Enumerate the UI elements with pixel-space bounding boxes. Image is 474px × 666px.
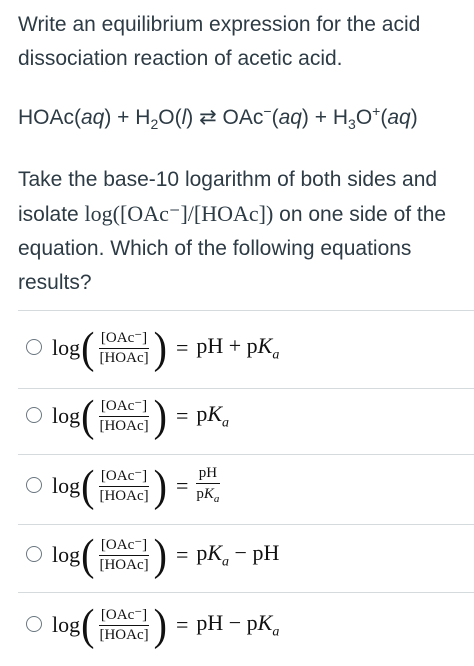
log-label: log	[52, 403, 81, 428]
rhs-text: p	[196, 539, 208, 565]
answer-option-1[interactable]	[18, 317, 458, 389]
paren-left: (	[81, 390, 95, 441]
option-rhs	[196, 540, 279, 570]
denominator: [HOAc]	[99, 556, 149, 573]
equals-sign: =	[175, 542, 189, 567]
phase-label: aq	[81, 106, 105, 129]
reaction-text: )	[410, 106, 418, 129]
rhs-sub: a	[222, 554, 230, 570]
rhs-sub: a	[222, 415, 230, 431]
answer-option-5[interactable]	[18, 594, 458, 666]
subscript: 2	[150, 116, 159, 133]
answer-option-3[interactable]	[18, 455, 458, 527]
radio-button[interactable]	[26, 339, 42, 355]
rhs-text: pH + p	[196, 332, 258, 358]
reaction-text: (	[271, 106, 279, 129]
option-equation	[52, 600, 279, 650]
option-equation	[52, 530, 279, 580]
phase-label: l	[181, 106, 187, 129]
instruction-text: Take the base-10 logarithm of both sides and isolate	[18, 168, 438, 227]
denominator: [HOAc]	[99, 626, 149, 643]
option-equation	[52, 461, 221, 511]
superscript: −	[263, 103, 272, 119]
numerator: [OAc⁻]	[99, 607, 149, 626]
denominator: [HOAc]	[99, 487, 149, 504]
paren-right: )	[153, 322, 167, 373]
phase-label: aq	[278, 106, 302, 129]
rhs-k: K	[257, 332, 273, 358]
divider	[18, 592, 474, 593]
reaction-text: ) + H	[301, 106, 349, 129]
paren-right: )	[153, 460, 167, 511]
rhs-sub: a	[272, 347, 280, 363]
question-instruction	[18, 163, 463, 300]
rhs-text: pH − p	[196, 609, 258, 635]
equals-sign: =	[175, 473, 189, 498]
equals-sign: =	[175, 403, 189, 428]
phase-label: aq	[387, 106, 411, 129]
rhs-k: K	[203, 486, 214, 502]
paren-left: (	[81, 599, 95, 650]
concentration-ratio	[97, 607, 150, 644]
rhs-k: K	[207, 400, 223, 426]
paren-left: (	[81, 529, 95, 580]
numerator: [OAc⁻]	[99, 537, 149, 556]
rhs-k: K	[207, 539, 223, 565]
paren-right: )	[153, 599, 167, 650]
radio-button[interactable]	[26, 477, 42, 493]
concentration-ratio	[97, 330, 150, 367]
rhs-denominator	[194, 484, 221, 508]
log-label: log	[52, 335, 81, 360]
reaction-text: HOAc(	[18, 106, 81, 129]
equilibrium-arrow-icon: ⇄	[199, 106, 217, 129]
numerator: [OAc⁻]	[99, 398, 149, 417]
reaction-text: )	[186, 106, 200, 129]
numerator: [OAc⁻]	[99, 468, 149, 487]
subscript: 3	[348, 116, 356, 133]
option-rhs	[194, 464, 221, 508]
radio-button[interactable]	[26, 546, 42, 562]
paren-left: (	[81, 460, 95, 511]
divider	[18, 310, 474, 311]
denominator: [HOAc]	[99, 417, 149, 434]
numerator: [OAc⁻]	[99, 330, 149, 349]
paren-left: (	[81, 322, 95, 373]
log-label: log	[52, 542, 81, 567]
rhs-text: − pH	[229, 539, 280, 565]
equals-sign: =	[175, 335, 189, 360]
log-label: log	[52, 612, 81, 637]
paren-right: )	[153, 529, 167, 580]
question-intro: Write an equilibrium expression for the acid dissociation reaction of acetic acid.	[18, 13, 421, 70]
rhs-text: p	[196, 400, 208, 426]
option-rhs	[196, 333, 279, 363]
equals-sign: =	[175, 612, 189, 637]
reaction-equation	[18, 94, 463, 141]
reaction-text: ) + H	[104, 106, 151, 129]
superscript: +	[372, 103, 381, 119]
rhs-k: K	[257, 609, 273, 635]
concentration-ratio	[97, 537, 150, 574]
answer-option-4[interactable]	[18, 524, 458, 596]
option-rhs	[196, 401, 229, 431]
radio-button[interactable]	[26, 616, 42, 632]
answer-option-2[interactable]	[18, 385, 458, 457]
instruction-text: on one side of the equation. Which of the following equations results?	[18, 203, 447, 295]
log-label: log	[52, 473, 81, 498]
reaction-text: OAc	[216, 106, 264, 129]
option-equation	[52, 323, 279, 373]
rhs-sub: a	[213, 493, 220, 505]
paren-right: )	[153, 390, 167, 441]
question-prompt	[18, 8, 463, 300]
reaction-text: (	[380, 106, 388, 129]
rhs-numerator: pH	[196, 464, 220, 484]
instruction-expression: log([OAc⁻]/[HOAc])	[84, 201, 274, 227]
rhs-text: p	[196, 486, 204, 502]
option-equation	[52, 391, 229, 441]
option-rhs	[196, 610, 279, 640]
rhs-sub: a	[272, 624, 280, 640]
reaction-text: O(	[158, 106, 182, 129]
concentration-ratio	[97, 468, 150, 505]
denominator: [HOAc]	[99, 349, 149, 366]
concentration-ratio	[97, 398, 150, 435]
radio-button[interactable]	[26, 407, 42, 423]
reaction-text: O	[355, 106, 373, 129]
